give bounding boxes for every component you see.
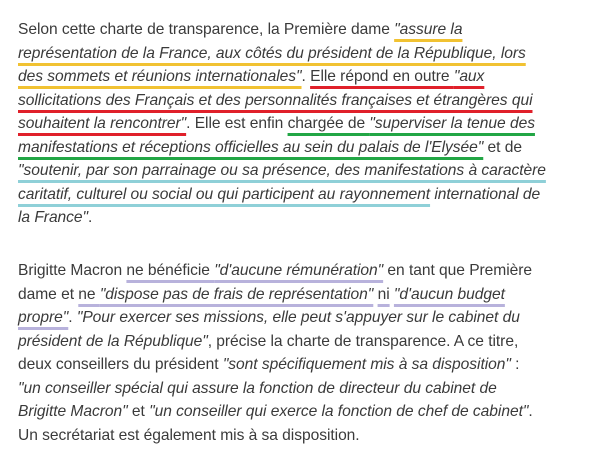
quote-segment: président de la République" [18, 332, 208, 350]
text-line [18, 136, 608, 160]
quote-highlight-purple: "dispose pas de frais de représentation" [99, 285, 374, 303]
text-segment: Brigitte Macron [18, 262, 127, 279]
text-segment: Selon cette charte de transparence, la Première dame [18, 21, 395, 38]
text-line [18, 259, 608, 283]
text-line [18, 206, 608, 230]
text-line [18, 353, 608, 377]
text-segment: en tant que Première [383, 262, 533, 279]
text-line [18, 112, 608, 136]
text-highlight-purple: ni [377, 285, 390, 303]
text-segment: et [127, 403, 150, 420]
paragraph-remuneration [18, 259, 608, 447]
text-segment: . Elle est enfin [186, 115, 288, 132]
text-line [18, 159, 608, 183]
quote-segment: Brigitte Macron" [18, 403, 128, 420]
text-segment: : [510, 356, 520, 373]
text-line [18, 42, 608, 66]
text-line [18, 183, 608, 207]
text-segment: , précise la charte de transparence. A ce titre, [207, 332, 519, 350]
quote-highlight-yellow: "assure la [394, 21, 463, 38]
quote-highlight-purple: propre" [18, 309, 69, 326]
text-line [18, 65, 608, 89]
text-segment: Un secrétariat est également mis à sa disposition. [18, 426, 360, 444]
text-segment: . [528, 403, 533, 420]
text-segment: . [301, 68, 311, 85]
text-highlight-red: Elle répond en outre [310, 68, 454, 85]
quote-segment: "un conseiller spécial qui assure la fonction de directeur du cabinet de [18, 379, 497, 397]
text-line [18, 306, 608, 330]
text-line [18, 283, 608, 307]
quote-highlight-yellow: représentation de la France, aux côtés du président de la République, lors [18, 44, 526, 62]
quote-segment: "Pour exercer ses missions, elle peut s'appuyer sur le cabinet du [76, 309, 520, 326]
quote-highlight-green: manifestations et réceptions officielles au sein du palais de l'Elysée" [18, 138, 484, 156]
text-segment: . [88, 209, 93, 226]
quote-highlight-yellow: des sommets et réunions internationales" [18, 68, 302, 85]
text-line [18, 89, 608, 113]
text-line [18, 424, 608, 448]
text-highlight-purple: ne [78, 285, 100, 303]
quote-segment: "un conseiller qui exerce la fonction de chef de cabinet" [149, 403, 529, 420]
quote-segment: "sont spécifiquement mis à sa disposition" [222, 356, 511, 373]
text-segment: et de [483, 138, 522, 156]
text-line [18, 400, 608, 424]
text-line [18, 18, 608, 42]
quote-highlight-purple: "d'aucune rémunération" [214, 262, 384, 279]
quote-segment: la France" [18, 209, 89, 226]
quote-segment: international de [430, 185, 541, 203]
text-segment: dame et [18, 285, 79, 303]
text-segment: . [68, 309, 77, 326]
quote-highlight-red: "aux [453, 68, 485, 85]
quote-highlight-cyan: "soutenir, par son parrainage ou sa présence, des manifestations à caractère [18, 162, 546, 179]
quote-highlight-red: sollicitations des Français et des personnalités françaises et étrangères qui [18, 91, 533, 109]
text-highlight-purple: ne bénéficie [126, 262, 215, 279]
text-line [18, 330, 608, 354]
text-highlight-green: chargée de [287, 115, 370, 132]
quote-highlight-green: "superviser la tenue des [369, 115, 535, 132]
quote-highlight-purple: "d'aucun budget [393, 285, 505, 303]
text-line [18, 377, 608, 401]
text-segment: deux conseillers du président [18, 356, 223, 373]
paragraph-role-description [18, 18, 608, 230]
quote-highlight-red: souhaitent la rencontrer" [18, 115, 187, 132]
quote-highlight-cyan: caritatif, culturel ou social ou qui participent au rayonnement [18, 185, 431, 203]
